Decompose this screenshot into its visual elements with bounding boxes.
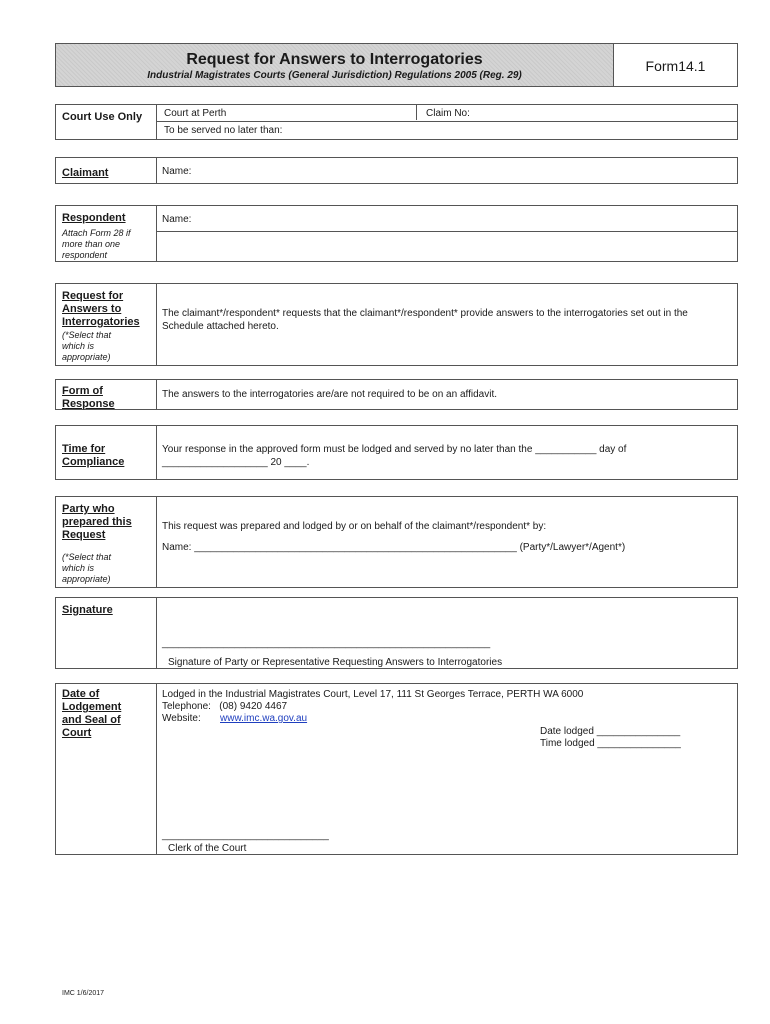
- form-subtitle: Industrial Magistrates Courts (General Jurisdiction) Regulations 2005 (Reg. 29): [147, 70, 522, 81]
- court-use-section: [55, 104, 738, 140]
- served-by-field[interactable]: To be served no later than:: [164, 125, 283, 136]
- lodgement-section: [55, 683, 738, 855]
- form-version: IMC 1/6/2017: [62, 990, 105, 997]
- clerk-signature-line[interactable]: ______________________________: [162, 830, 329, 841]
- date-lodged-field[interactable]: Date lodged _______________: [540, 726, 681, 737]
- party-name-field[interactable]: Name: __________________________________________________________ (Party*/Lawyer*/Agent*): [162, 542, 626, 553]
- request-section: [55, 283, 738, 366]
- form-of-response-label: Form of Response: [62, 385, 115, 410]
- form-number: Form14.1: [645, 58, 706, 74]
- signature-line[interactable]: ___________________________________________________________: [162, 638, 491, 649]
- respondent-label: Respondent: [62, 212, 126, 224]
- respondent-note: Attach Form 28 if more than one respondent: [62, 228, 131, 260]
- lodgement-label: Date of Lodgement and Seal of Court: [62, 688, 122, 739]
- signature-caption: Signature of Party or Representative Requesting Answers to Interrogatories: [168, 657, 503, 668]
- time-for-compliance-section: [55, 425, 738, 480]
- form-title: Request for Answers to Interrogatories: [186, 51, 483, 68]
- claim-no-field[interactable]: Claim No:: [426, 108, 470, 119]
- clerk-caption: Clerk of the Court: [168, 843, 247, 854]
- website-link[interactable]: www.imc.wa.gov.au: [220, 713, 308, 724]
- form-of-response-text: The answers to the interrogatories are/are not required to be on an affidavit.: [162, 389, 498, 400]
- claimant-name-field[interactable]: Name:: [162, 166, 192, 177]
- respondent-section: [55, 205, 738, 262]
- form-number-block: [613, 43, 738, 87]
- court-address: Lodged in the Industrial Magistrates Court, Level 17, 111 St Georges Terrace, PERTH WA 6000: [162, 689, 584, 700]
- court-use-label: Court Use Only: [62, 111, 143, 123]
- claimant-section: [55, 157, 738, 184]
- party-text: This request was prepared and lodged by or on behalf of the claimant*/respondent* by:: [162, 521, 547, 532]
- website-label: Website:: [162, 713, 201, 724]
- time-for-compliance-text[interactable]: Your response in the approved form must be lodged and served by no later than the ___________ day of ___________________ 20 ____.: [162, 444, 627, 468]
- court-telephone: Telephone: (08) 9420 4467: [162, 701, 288, 712]
- request-label: Request for Answers to Interrogatories: [62, 290, 140, 328]
- time-lodged-field[interactable]: Time lodged _______________: [540, 738, 681, 749]
- party-section: [55, 496, 738, 588]
- claimant-label: Claimant: [62, 167, 109, 179]
- signature-section: [55, 597, 738, 669]
- form-title-block: [55, 43, 614, 87]
- signature-label: Signature: [62, 604, 113, 616]
- party-note: (*Select that which is appropriate): [62, 552, 112, 584]
- respondent-name-field[interactable]: Name:: [162, 214, 192, 225]
- party-label: Party who prepared this Request: [62, 503, 132, 541]
- time-for-compliance-label: Time for Compliance: [62, 443, 125, 468]
- request-text: The claimant*/respondent* requests that the claimant*/respondent* provide answers to the interrogatories set out in the Schedule attached hereto.: [162, 308, 688, 332]
- request-note: (*Select that which is appropriate): [62, 330, 112, 362]
- court-name: Court at Perth: [164, 108, 227, 119]
- form-of-response-section: [55, 379, 738, 410]
